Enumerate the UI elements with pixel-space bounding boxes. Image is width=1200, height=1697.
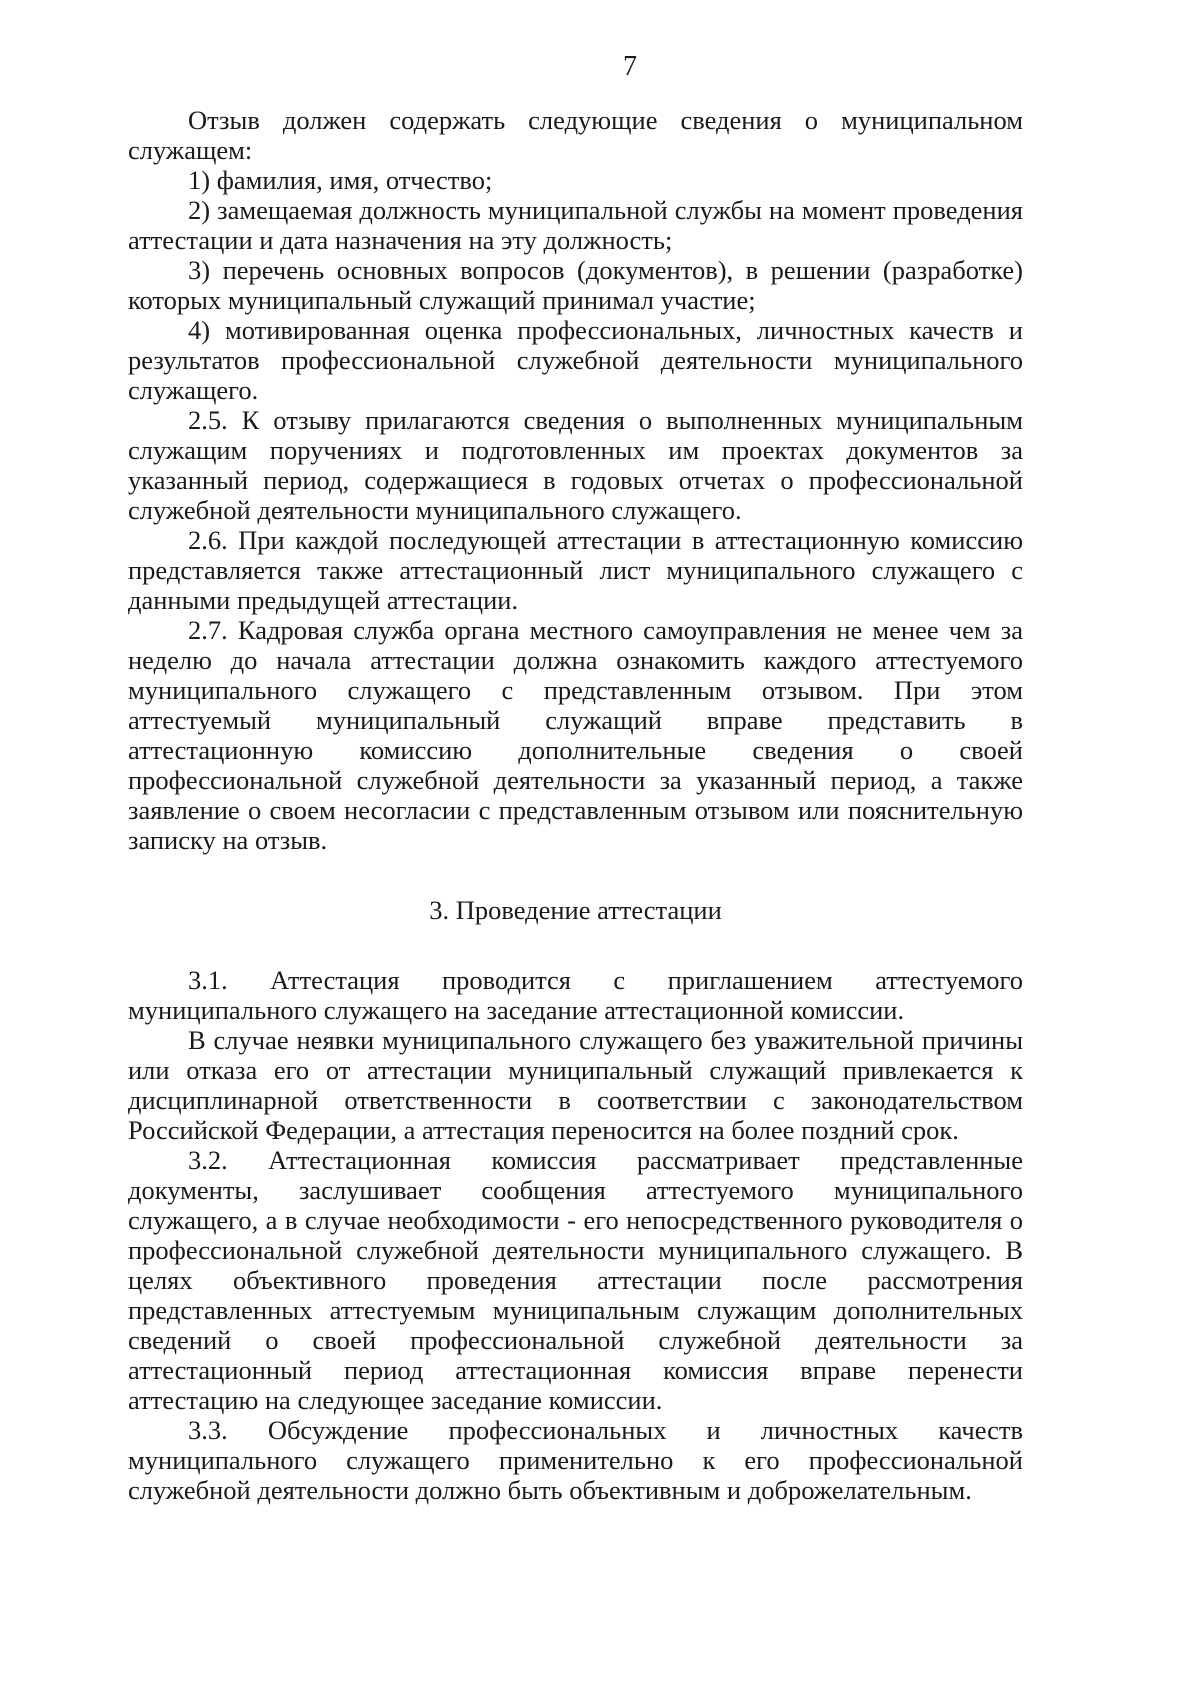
list-item-3: 3) перечень основных вопросов (документов), в решении (разработке) которых муниципальный служащий принимал участие; — [128, 255, 1023, 315]
document-body — [128, 105, 1023, 1505]
paragraph-2-5: 2.5. К отзыву прилагаются сведения о выполненных муниципальным служащим поручениях и подготовленных им проектах документов за указанный период, содержащиеся в годовых отчетах о профессиональной служебной деятельности муниципального служащего. — [128, 405, 1023, 525]
paragraph-3-2: 3.2. Аттестационная комиссия рассматривает представленные документы, заслушивает сообщения аттестуемого муниципального служащего, а в случае необходимости - его непосредственного руководителя о профессиональной служебной деятельности муниципального служащего. В целях объективного проведения аттестации после рассмотрения представленных аттестуемым муниципальным служащим дополнительных сведений о своей профессиональной служебной деятельности за аттестационный период аттестационная комиссия вправе перенести аттестацию на следующее заседание комиссии. — [128, 1145, 1023, 1415]
paragraph-review-contents: Отзыв должен содержать следующие сведения о муниципальном служащем: — [128, 105, 1023, 165]
page-number: 7 — [623, 51, 637, 82]
list-item-4: 4) мотивированная оценка профессиональных, личностных качеств и результатов профессиональной служебной деятельности муниципального служащего. — [128, 315, 1023, 405]
paragraph-3-3: 3.3. Обсуждение профессиональных и личностных качеств муниципального служащего применительно к его профессиональной служебной деятельности должно быть объективным и доброжелательным. — [128, 1415, 1023, 1505]
list-item-2: 2) замещаемая должность муниципальной службы на момент проведения аттестации и дата назначения на эту должность; — [128, 195, 1023, 255]
section-heading: 3. Проведение аттестации — [429, 895, 722, 925]
paragraph-3-1-absence: В случае неявки муниципального служащего без уважительной причины или отказа его от аттестации муниципальный служащий привлекается к дисциплинарной ответственности в соответствии с законодательством Российской Федерации, а аттестация переносится на более поздний срок. — [128, 1025, 1023, 1145]
list-item-1: 1) фамилия, имя, отчество; — [188, 165, 493, 195]
paragraph-2-7: 2.7. Кадровая служба органа местного самоуправления не менее чем за неделю до начала аттестации должна ознакомить каждого аттестуемого муниципального служащего с представленным отзывом. При этом аттестуемый муниципальный служащий вправе представить в аттестационную комиссию дополнительные сведения о своей профессиональной служебной деятельности за указанный период, а также заявление о своем несогласии с представленным отзывом или пояснительную записку на отзыв. — [128, 615, 1023, 855]
paragraph-2-6: 2.6. При каждой последующей аттестации в аттестационную комиссию представляется также аттестационный лист муниципального служащего с данными предыдущей аттестации. — [128, 525, 1023, 615]
paragraph-3-1: 3.1. Аттестация проводится с приглашением аттестуемого муниципального служащего на заседание аттестационной комиссии. — [128, 965, 1023, 1025]
